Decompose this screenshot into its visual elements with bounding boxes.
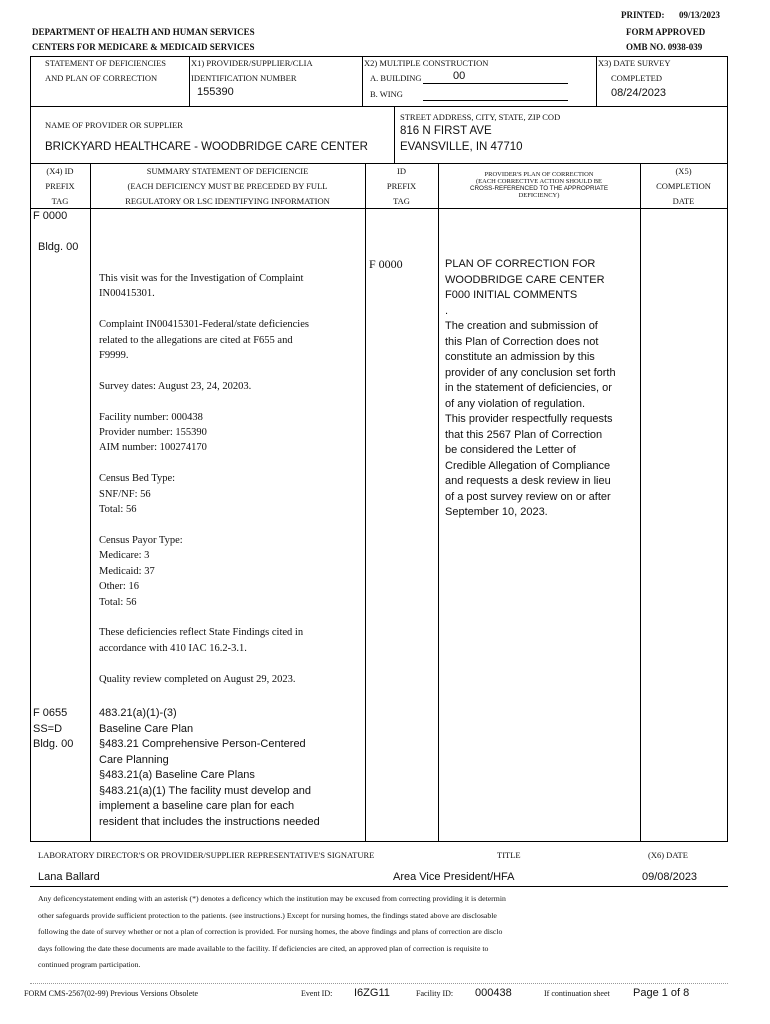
x1-label-2: IDENTIFICATION NUMBER <box>191 73 297 83</box>
city-state-zip: EVANSVILLE, IN 47710 <box>400 141 523 153</box>
rule <box>189 56 190 106</box>
dept-title: DEPARTMENT OF HEALTH AND HUMAN SERVICES <box>32 27 255 37</box>
x3-label: X3) DATE SURVEY <box>598 58 671 68</box>
plan-of-correction: PLAN OF CORRECTION FOR WOODBRIDGE CARE CENTER F000 INITIAL COMMENTS . The creation and submission of this Plan of Correction does not constitute an admission by this provider of any conclusion set forth in the statement of deficiencies, or of any violation of regulation. This provider respectfully requests that this 2567 Plan of Correction be considered the Letter of Credible Allegation of Compliance and requests a desk review in lieu of a post survey review on or after September 10, 2023. <box>445 258 616 518</box>
rule <box>30 106 31 163</box>
rule <box>362 56 363 106</box>
rule <box>438 163 439 841</box>
rule <box>90 163 91 841</box>
tag-f0000: F 0000 <box>33 210 68 222</box>
building-value: 00 <box>453 70 466 82</box>
centers-title: CENTERS FOR MEDICARE & MEDICAID SERVICES <box>32 42 255 52</box>
summary-statement: This visit was for the Investigation of Complaint IN00415301. Complaint IN00415301-Federal/state deficiencies related to the allegations are cited at F655 and F9999. Survey dates: August 23, 24, 20203. Facility number: 000438 Provider number: 155390 AIM number: 100274170 Census Bed Type: SNF/NF: 56 Total: 56 Census Payor Type: Medicare: 3 Medicaid: 37 Other: 16 Total: 56 These deficiencies reflect State Findings cited in accordance with 410 IAC 16.2-3.1. Quality review completed on August 29, 2023. <box>99 273 309 685</box>
f0655-text: 483.21(a)(1)-(3) Baseline Care Plan §483.21 Comprehensive Person-Centered Care Planning §483.21(a) Baseline Care Plans §483.21(a)(1) The facility must develop and implement a baseline care plan for each resident that includes the instructions needed <box>99 707 320 828</box>
poc-header-4: DEFICIENCY) <box>518 192 560 199</box>
facility-label: Facility ID: <box>416 989 454 998</box>
signer-name: Lana Ballard <box>38 871 100 883</box>
rule <box>30 841 728 842</box>
rule <box>365 163 366 841</box>
provider-name: BRICKYARD HEALTHCARE - WOODBRIDGE CARE CENTER <box>45 141 368 153</box>
summary-header: SUMMARY STATEMENT OF DEFICIENCIE <box>146 166 309 176</box>
x1-label: X1) PROVIDER/SUPPLIER/CLIA <box>191 58 313 68</box>
statement-label: STATEMENT OF DEFICIENCIES <box>45 58 167 68</box>
x2-label: X2) MULTIPLE CONSTRUCTION <box>364 58 489 68</box>
form-approved: FORM APPROVED <box>626 27 706 37</box>
rule <box>30 163 31 841</box>
statement-label-2: AND PLAN OF CORRECTION <box>45 73 158 83</box>
rule <box>30 208 728 209</box>
title-label: TITLE <box>497 850 521 860</box>
x4-header-2: PREFIX <box>45 181 75 191</box>
address-label: STREET ADDRESS, CITY, STATE, ZIP COD <box>400 112 561 122</box>
id-header: ID <box>397 166 406 176</box>
rule <box>394 106 395 163</box>
rule <box>30 163 728 164</box>
x4-header: (X4) ID <box>46 166 74 176</box>
rule <box>596 56 597 106</box>
id-header-3: TAG <box>393 196 410 206</box>
x4-header-3: TAG <box>51 196 69 206</box>
tag-f0000-bldg: Bldg. 00 <box>38 241 79 253</box>
wing-label: B. WING <box>370 89 403 99</box>
street-address: 816 N FIRST AVE <box>400 125 492 137</box>
rule <box>727 163 728 841</box>
building-label: A. BUILDING <box>370 73 422 83</box>
summary-header-2: (EACH DEFICIENCY MUST BE PRECEDED BY FULL <box>127 181 328 191</box>
printed-date: 09/13/2023 <box>679 10 721 20</box>
x3-label-2: COMPLETED <box>611 73 662 83</box>
omb-number: OMB NO. 0938-039 <box>626 42 703 52</box>
continuation-label: If continuation sheet <box>544 989 610 998</box>
id-header-2: PREFIX <box>386 181 417 191</box>
signer-title: Area Vice President/HFA <box>393 871 515 883</box>
building-underline <box>423 83 568 84</box>
provider-name-label: NAME OF PROVIDER OR SUPPLIER <box>45 120 183 130</box>
summary-header-3: REGULATORY OR LSC IDENTIFYING INFORMATION <box>125 196 330 206</box>
rule <box>30 983 728 984</box>
page-number: Page 1 of 8 <box>633 987 690 999</box>
facility-id: 000438 <box>475 987 512 999</box>
form-number: FORM CMS-2567(02-99) Previous Versions Obsolete <box>24 989 199 998</box>
rule <box>727 56 728 163</box>
disclaimer-text: Any deficencystatement ending with an asterisk (*) denotes a deficency which the institution may be excused from correcting providing it is determin other safeguards provide sufficient protection to the patients. (see instructions.) Except for nursing homes, the findings stated above are disclosable following the date of survey whether or not a plan of correction is provided. For nursing homes, the above findings and plans of correction are disclo days following the date these documents are made available to the facility. If deficiencies are cited, an approved plan of correction is requisite to continued program participation. <box>38 894 506 969</box>
signature-date: 09/08/2023 <box>642 871 698 883</box>
signature-label: LABORATORY DIRECTOR'S OR PROVIDER/SUPPLIER REPRESENTATIVE'S SIGNATURE <box>38 850 375 860</box>
rule <box>30 56 728 57</box>
wing-underline <box>423 100 568 101</box>
rule <box>640 163 641 841</box>
survey-date: 08/24/2023 <box>611 87 667 99</box>
x5-header-2: COMPLETION <box>656 181 711 191</box>
x5-header-3: DATE <box>672 196 695 206</box>
x6-date-label: (X6) DATE <box>648 850 688 860</box>
poc-header-3: CROSS-REFERENCED TO THE APPROPRIATE <box>469 185 609 192</box>
poc-header-2: (EACH CORRECTIVE ACTION SHOULD BE <box>475 178 603 185</box>
x5-header: (X5) <box>675 166 692 176</box>
tag-f0655: F 0655 SS=D Bldg. 00 <box>33 707 74 750</box>
provider-number: 155390 <box>197 86 234 98</box>
poc-tag: F 0000 <box>369 257 403 271</box>
poc-header: PROVIDER'S PLAN OF CORRECTION <box>484 171 594 178</box>
event-label: Event ID: <box>301 989 333 998</box>
rule <box>30 886 728 887</box>
rule <box>30 56 31 106</box>
printed-label: PRINTED: <box>621 10 665 20</box>
event-id: I6ZG11 <box>354 987 390 999</box>
rule <box>30 106 728 107</box>
